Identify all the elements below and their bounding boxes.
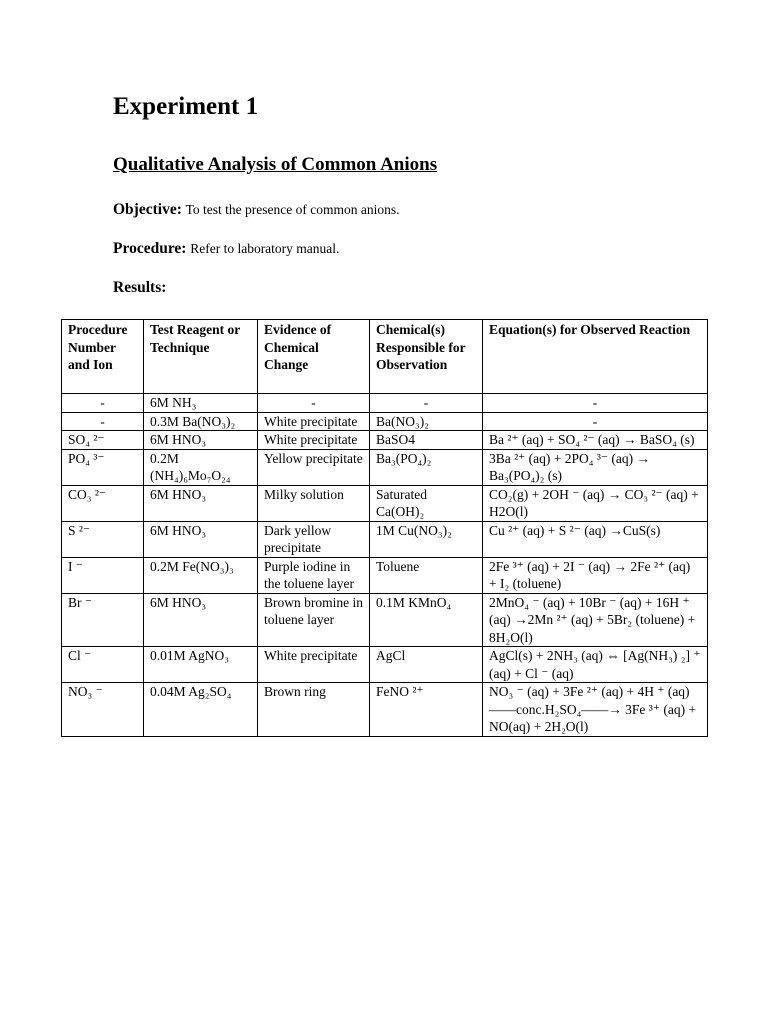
table-cell: -: [483, 412, 708, 431]
table-cell: -: [62, 412, 144, 431]
procedure-text: Refer to laboratory manual.: [190, 241, 340, 256]
table-cell: 6M HNO₃: [144, 521, 258, 557]
table-cell: SO₄ ²⁻: [62, 431, 144, 450]
table-cell: 0.01M AgNO₃: [144, 647, 258, 683]
table-cell: 0.1M KMnO₄: [370, 593, 483, 647]
page-title: Experiment 1: [113, 93, 259, 120]
table-cell: 0.04M Ag₂SO₄: [144, 683, 258, 737]
table-cell: Purple iodine in the toluene layer: [258, 557, 370, 593]
table-cell: Ba ²⁺ (aq) + SO₄ ²⁻ (aq) → BaSO₄ (s): [483, 431, 708, 450]
table-cell: Cu ²⁺ (aq) + S ²⁻ (aq) →CuS(s): [483, 521, 708, 557]
table-row: [62, 683, 708, 737]
table-cell: 6M HNO₃: [144, 485, 258, 521]
table-cell: BaSO4: [370, 431, 483, 450]
table-cell: Cl ⁻: [62, 647, 144, 683]
table-cell: 3Ba ²⁺ (aq) + 2PO₄ ³⁻ (aq) → Ba₃(PO₄)₂ (s): [483, 449, 708, 485]
table-cell: Ba(NO₃)₂: [370, 412, 483, 431]
table-cell: 2Fe ³⁺ (aq) + 2I ⁻ (aq) → 2Fe ²⁺ (aq) + I₂ (toluene): [483, 557, 708, 593]
table-cell: Ba₃(PO₄)₂: [370, 449, 483, 485]
table-cell: NO₃ ⁻ (aq) + 3Fe ²⁺ (aq) + 4H ⁺ (aq) ——conc.H₂SO₄——→ 3Fe ³⁺ (aq) + NO(aq) + 2H₂O(l): [483, 683, 708, 737]
table-row: [62, 593, 708, 647]
table-cell: 0.2M (NH₄)₆Mo₇O₂₄: [144, 449, 258, 485]
table-row: [62, 485, 708, 521]
table-cell: 6M HNO₃: [144, 593, 258, 647]
table-cell: S ²⁻: [62, 521, 144, 557]
objective-line: [113, 201, 399, 219]
header-procedure-ion: Procedure Number and Ion: [62, 320, 144, 394]
results-line: [113, 279, 166, 297]
header-equations: Equation(s) for Observed Reaction: [483, 320, 708, 394]
table-cell: 1M Cu(NO₃)₂: [370, 521, 483, 557]
table-cell: 2MnO₄ ⁻ (aq) + 10Br ⁻ (aq) + 16H ⁺ (aq) →2Mn ²⁺ (aq) + 5Br₂ (toluene) + 8H₂O(l): [483, 593, 708, 647]
table-cell: NO₃ ⁻: [62, 683, 144, 737]
table-cell: Milky solution: [258, 485, 370, 521]
table-cell: White precipitate: [258, 647, 370, 683]
table-cell: AgCl(s) + 2NH₃ (aq) ⇔ [Ag(NH₃) ₂] ⁺ (aq) + Cl ⁻ (aq): [483, 647, 708, 683]
table-cell: Brown bromine in toluene layer: [258, 593, 370, 647]
table-row: [62, 431, 708, 450]
table-cell: AgCl: [370, 647, 483, 683]
procedure-line: [113, 240, 339, 258]
table-cell: White precipitate: [258, 412, 370, 431]
table-cell: Yellow precipitate: [258, 449, 370, 485]
table-cell: White precipitate: [258, 431, 370, 450]
table-row: [62, 412, 708, 431]
table-cell: -: [370, 394, 483, 413]
table-cell: Br ⁻: [62, 593, 144, 647]
objective-text: To test the presence of common anions.: [185, 202, 400, 217]
header-evidence: Evidence of Chemical Change: [258, 320, 370, 394]
table-cell: Dark yellow precipitate: [258, 521, 370, 557]
table-row: [62, 647, 708, 683]
table-cell: -: [62, 394, 144, 413]
table-row: [62, 394, 708, 413]
objective-label: Objective:: [113, 201, 182, 218]
table-cell: PO₄ ³⁻: [62, 449, 144, 485]
table-cell: -: [483, 394, 708, 413]
table-row: [62, 449, 708, 485]
table-cell: CO₃ ²⁻: [62, 485, 144, 521]
table-cell: CO₂(g) + 2OH ⁻ (aq) → CO₃ ²⁻ (aq) + H2O(l): [483, 485, 708, 521]
results-table: [61, 319, 708, 737]
table-cell: 6M HNO₃: [144, 431, 258, 450]
header-chemicals: Chemical(s) Responsible for Observation: [370, 320, 483, 394]
table-cell: FeNO ²⁺: [370, 683, 483, 737]
table-cell: 6M NH₃: [144, 394, 258, 413]
page-subtitle: Qualitative Analysis of Common Anions: [113, 154, 438, 175]
table-cell: 0.2M Fe(NO₃)₃: [144, 557, 258, 593]
header-test-reagent: Test Reagent or Technique: [144, 320, 258, 394]
table-cell: Brown ring: [258, 683, 370, 737]
results-label: Results:: [113, 279, 167, 296]
table-row: [62, 557, 708, 593]
table-cell: -: [258, 394, 370, 413]
table-cell: I ⁻: [62, 557, 144, 593]
table-cell: Toluene: [370, 557, 483, 593]
table-header-row: [62, 320, 708, 394]
procedure-label: Procedure:: [113, 240, 187, 257]
table-cell: Saturated Ca(OH)₂: [370, 485, 483, 521]
table-cell: 0.3M Ba(NO₃)₂: [144, 412, 258, 431]
table-row: [62, 521, 708, 557]
